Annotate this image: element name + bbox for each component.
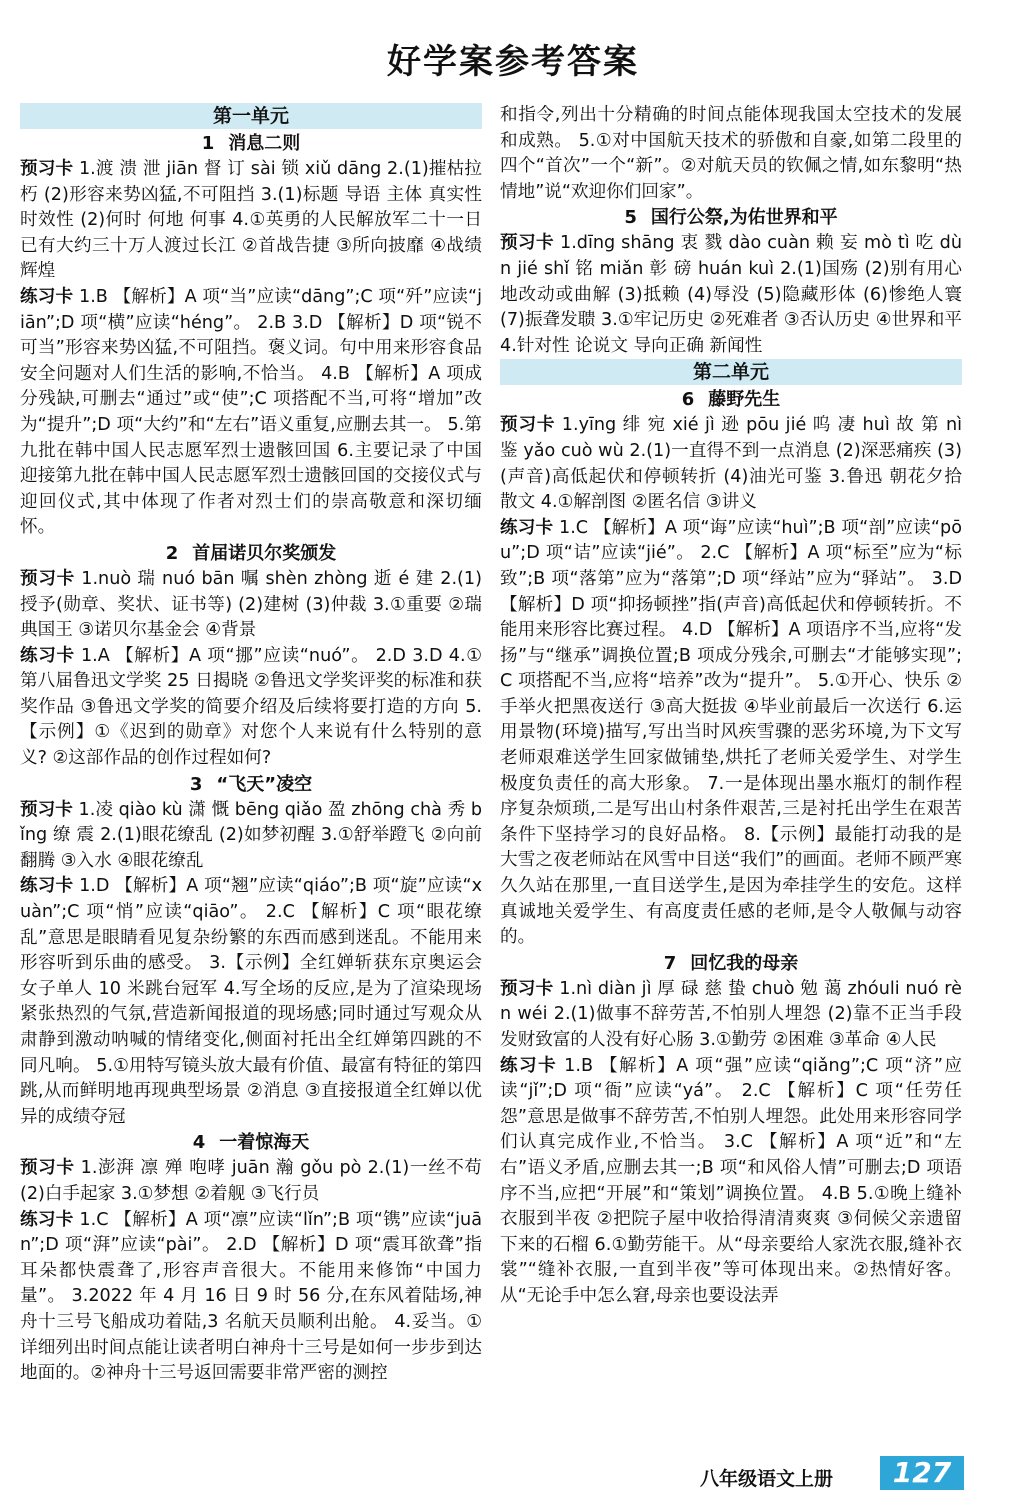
lesson-title: [500, 951, 962, 977]
answer-paragraph: [20, 157, 482, 285]
lesson-title: [20, 772, 482, 798]
answer-text: 1.B 【解析】A 项“强”应读“qiǎng”;C 项“济”应读“jǐ”;D 项“衙”应读“yá”。 2.C 【解析】C 项“任劳任怨”意思是做事不辞劳苦,不怕别人埋怨。此处用来形容同学们认真完成作业,不恰当。 3.C 【解析】A 项“近”和“左右”语义矛盾,应删去其一;B 项“和风俗人情”可删去;D 项语序不当,应把“开展”和“策划”调换位置。 4.B 5.①晚上缝补衣服到半夜 ②把院子屋中收拾得清清爽爽 ③伺候父亲遗留下来的石榴 6.①勤劳能干。从“母亲要给人家洗衣服,缝补衣裳”“缝补衣服,一直到半夜”等可体现出来。②热情好客。从“无论手中怎么窘,母亲也要设法弄: [500, 1055, 962, 1306]
card-label: 预习卡: [20, 568, 75, 589]
lesson-number: 2: [165, 542, 179, 564]
card-label: 练习卡: [500, 517, 554, 538]
answer-text: 1.C 【解析】A 项“凛”应读“lǐn”;B 项“镌”应读“juān”;D 项“湃”应读“pài”。 2.D 【解析】D 项“震耳欲聋”指耳朵都快震聋了,形容声音很大。不能用来修饰“中国力量”。 3.2022 年 4 月 16 日 9 时 56 分,在东风着陆场,神舟十三号飞船成功着陆,3 名航天员顺利出舱。 4.妥当。①详细列出时间点能让读者明白神舟十三号是如何一步步到达地面的。②神舟十三号返回需要非常严密的测控: [20, 1209, 482, 1384]
lesson-number: 3: [189, 773, 203, 795]
page-title: 好学案参考答案: [387, 42, 639, 82]
lesson-name: 国行公祭,为佑世界和平: [650, 207, 838, 229]
card-label: 练习卡: [500, 1055, 558, 1076]
lesson-name: 一着惊海天: [219, 1132, 310, 1154]
card-label: 练习卡: [20, 645, 75, 666]
answer-text: 和指令,列出十分精确的时间点能体现我国太空技术的发展和成熟。 5.①对中国航天技术的骄傲和自豪,如第二段里的四个“首次”一个“新”。②对航天员的钦佩之情,如东黎明“热情地”说“欢迎你们回家”。: [500, 105, 962, 202]
answer-paragraph: [20, 798, 482, 875]
card-label: 预习卡: [500, 978, 554, 999]
answer-paragraph: [20, 644, 482, 772]
card-label: 预习卡: [20, 1158, 75, 1179]
answer-paragraph: [500, 231, 962, 359]
lesson-name: 首届诺贝尔奖颁发: [192, 542, 337, 564]
answer-text: 1.yīng 绯 宛 xié jì 逊 pōu jié 呜 凄 huì 故 第 nì 鉴 yǎo cuò wù 2.(1)一直得不到一点消息 (2)深恶痛疾 (3)(声音)高低起伏和停顿转折 (4)油光可鉴 3.鲁迅 朝花夕拾 散文 4.①解剖图 ②匿名信 ③讲义: [500, 415, 962, 513]
card-label: 预习卡: [20, 799, 73, 820]
answer-text: 1.nuò 瑞 nuó bān 嘱 shèn zhòng 逝 é 建 2.(1)授予(勋章、奖状、证书等) (2)建树 (3)仲裁 3.①重要 ②瑞典国王 ③诺贝尔基金会 ④背景: [20, 568, 482, 641]
answer-text: 1.A 【解析】A 项“挪”应读“nuó”。 2.D 3.D 4.①第八届鲁迅文学奖 25 日揭晓 ②鲁迅文学奖评奖的标准和获奖作品 ③鲁迅文学奖的简要介绍及后续将要打造的方向 5.【示例】①《迟到的勋章》对您个人来说有什么特别的意义? ②这部作品的创作过程如何?: [20, 645, 482, 769]
card-label: 练习卡: [20, 1209, 74, 1230]
answer-paragraph: [500, 413, 962, 515]
left-column: [20, 103, 482, 1387]
answer-text: 1.B 【解析】A 项“当”应读“dāng”;C 项“歼”应读“jiān”;D 项“横”应读“héng”。 2.B 3.D 【解析】D 项“锐不可当”形容来势凶猛,不可阻挡。褒义词。句中用来形容食品安全问题对人们生活的影响,不恰当。 4.B 【解析】A 项成分残缺,可删去“通过”或“使”;C 项搭配不当,可将“增加”改为“提升”;D 项“大约”和“左右”语义重复,应删去其一。 5.第九批在韩中国人民志愿军烈士遗骸回国 6.主要记录了中国迎接第九批在韩中国人民志愿军烈士遗骸回国的交接仪式与迎回仪式,其中体现了作者对烈士们的崇高敬意和深切缅怀。: [20, 286, 482, 538]
lesson-title: [500, 205, 962, 231]
card-label: 预习卡: [20, 159, 74, 179]
right-column: [500, 103, 962, 1310]
answer-paragraph: [500, 977, 962, 1054]
lesson-title: [20, 131, 482, 157]
lesson-title: [500, 387, 962, 413]
lesson-title: [20, 1130, 482, 1156]
lesson-number: 5: [624, 207, 637, 229]
answer-paragraph: [20, 1208, 482, 1387]
unit-heading: 第二单元: [500, 359, 962, 385]
lesson-name: “飞天”凌空: [216, 773, 313, 795]
lesson-number: 6: [681, 389, 695, 411]
answer-paragraph: [20, 1156, 482, 1207]
lesson-number: 7: [663, 952, 677, 974]
answer-paragraph: [500, 516, 962, 951]
card-label: 预习卡: [500, 233, 554, 254]
card-label: 预习卡: [500, 415, 556, 436]
answer-text: 1.dīng shāng 衷 戮 dào cuàn 赖 妄 mò tì 吃 dùn jié shǐ 铭 miǎn 彰 磅 huán kuì 2.(1)国殇 (2)别有用心地改动或曲解 (3)抵赖 (4)辱没 (5)隐藏形体 (6)惨绝人寰 (7)振聋发聩 3.①牢记历史 ②死难者 ③否认历史 ④世界和平 4.针对性 论说文 导向正确 新闻性: [500, 233, 962, 356]
answer-paragraph: [20, 874, 482, 1130]
lesson-number: 1: [201, 133, 215, 154]
unit-heading: 第一单元: [20, 103, 482, 129]
lesson-name: 消息二则: [228, 133, 301, 154]
answer-paragraph: [20, 285, 482, 541]
answer-paragraph: [20, 567, 482, 644]
answer-paragraph: [500, 103, 962, 205]
page-number: 127: [880, 1456, 964, 1490]
answer-text: 1.C 【解析】A 项“诲”应读“huì”;B 项“剖”应读“pōu”;D 项“诘”应读“jié”。 2.C 【解析】A 项“标至”应为“标致”;B 项“落第”应为“落第”;D 项“绎站”应为“驿站”。 3.D 【解析】D 项“抑扬顿挫”指(声音)高低起伏和停顿转折。不能用来形容比赛过程。 4.D 【解析】A 项语序不当,应将“发扬”与“继承”调换位置;B 项成分残余,可删去“才能够实现”;C 项搭配不当,应将“培养”改为“提升”。 5.①开心、快乐 ②手举火把黑夜送行 ③高大挺拔 ④毕业前最后一次送行 6.运用景物(环境)描写,写出当时风疾雪骤的恶劣环境,为下文写老师艰难送学生回家做铺垫,烘托了老师关爱学生、对学生极度负责任的高大形象。 7.一是体现出墨水瓶灯的制作程序复杂烦琐,二是写出山村条件艰苦,三是衬托出学生在艰苦条件下坚持学习的良好品格。 8.【示例】最能打动我的是大雪之夜老师站在风雪中目送“我们”的画面。老师不顾严寒久久站在那里,一直目送学生,是因为牵挂学生的安危。这样真诚地关爱学生、有高度责任感的老师,是令人敬佩与动容的。: [500, 517, 962, 948]
lesson-title: [20, 541, 482, 567]
lesson-name: 回忆我的母亲: [690, 952, 799, 974]
card-label: 练习卡: [20, 286, 74, 307]
answer-text: 1.凌 qiào kù 潇 慨 bēng qiǎo 盈 zhōng chà 秀 bǐng 缭 震 2.(1)眼花缭乱 (2)如梦初醒 3.①舒举蹬飞 ②向前翻腾 ③入水 ④眼花缭乱: [20, 799, 482, 871]
book-label: 八年级语文上册: [700, 1468, 834, 1490]
card-label: 练习卡: [20, 876, 74, 897]
answer-text: 1.澎湃 凛 殚 咆哮 juān 瀚 gǒu pò 2.(1)一丝不苟 (2)白手起家 3.①梦想 ②着舰 ③飞行员: [20, 1158, 482, 1204]
lesson-name: 藤野先生: [708, 389, 781, 411]
answer-paragraph: [500, 1054, 962, 1310]
answer-text: 1.D 【解析】A 项“翘”应读“qiáo”;B 项“旋”应读“xuàn”;C 项“悄”应读“qiāo”。 2.C 【解析】C 项“眼花缭乱”意思是眼睛看见复杂纷繁的东西而感到迷乱。不能用来形容听到乐曲的感受。 3.【示例】全红婵斩获东京奥运会女子单人 10 米跳台冠军 4.写全场的反应,是为了渲染现场紧张热烈的气氛,营造新闻报道的现场感;同时通过写观众从肃静到激动呐喊的情绪变化,侧面衬托出全红婵第四跳的不同凡响。 5.①用特写镜头放大最有价值、最富有特征的第四跳,从而鲜明地再现典型场景 ②消息 ③直接报道全红婵以优异的成绩夺冠: [20, 876, 482, 1127]
lesson-number: 4: [192, 1132, 206, 1154]
answer-text: 1.渡 溃 泄 jiān 督 订 sài 锁 xiǔ dāng 2.(1)摧枯拉朽 (2)形容来势凶猛,不可阻挡 3.(1)标题 导语 主体 真实性 时效性 (2)何时 何地 何事 4.①英勇的人民解放军二十一日已有大约三十万人渡过长江 ②首战告捷 ③所向披靡 ④战绩辉煌: [20, 159, 482, 282]
answer-text: 1.nì diàn jì 厚 碌 慈 蛰 chuò 勉 蔼 zhóuli nuó rèn wéi 2.(1)做事不辞劳苦,不怕别人埋怨 (2)靠不正当手段发财致富的人没有好心肠 3.①勤劳 ②困难 ③革命 ④人民: [500, 978, 962, 1050]
